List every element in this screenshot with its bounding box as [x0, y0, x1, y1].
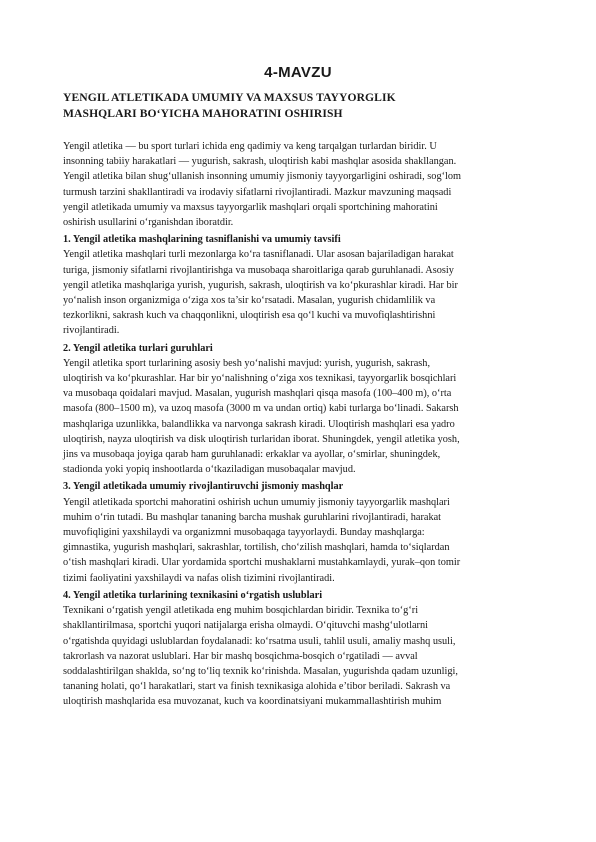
text-line: soddalashtirilgan shaklda, so‘ng to‘liq texnik ko‘rinishda. Masalan, yugurishda qadam uzunligi,: [63, 665, 458, 677]
text-line: gimnastika, yugurish mashqlari, sakrashlar, tortilish, cho‘zilish mashqlari, hamda to‘siqlardan: [63, 542, 450, 554]
text-line: turmush tarzini shakllantiradi va irodaviy sifatlarni rivojlantiradi. Mazkur mavzuning maqsadi: [63, 186, 452, 198]
text-line: jins va musobaqa joyiga qarab ham guruhlanadi: erkaklar va ayollar, o‘smirlar, shuningdek,: [63, 449, 441, 461]
section-2: [63, 341, 533, 478]
text-line: oshirish usullarini o‘rganishdan iboratdir.: [63, 217, 234, 229]
text-line: mashqlariga uzunlikka, balandlikka va narvonga sakrash kiradi. Uloqtirish mashqlari esa yadro: [63, 418, 455, 430]
text-line: va musobaqa qoidalari mavjud. Masalan, yugurish mashqlari qisqa masofa (100–400 m), o‘rta: [63, 388, 452, 400]
text-line: Yengil atletika bilan shug‘ullanish insonning umumiy jismoniy tayyorgarligini oshiradi, sog‘lom: [63, 171, 462, 183]
text-line: muhim o‘rin tutadi. Bu mashqlar tananing barcha mushak guruhlarini rivojlantiradi, harakat: [63, 511, 442, 523]
text-line: yengil atletika mashqlariga yurish, yugurish, sakrash, uloqtirish va ko‘pkurashlar kiradi. Har bir: [63, 279, 458, 291]
text-line: Yengil atletika sport turlarining asosiy besh yo‘nalishi mavjud: yurish, yugurish, sakrash,: [63, 357, 431, 369]
text-line: Yengil atletika mashqlari turli mezonlarga ko‘ra tasniflanadi. Ular asosan bajariladigan harakat: [63, 249, 454, 261]
text-line: yo‘nalish inson organizmiga o‘ziga xos ta’sir ko‘rsatadi. Masalan, yugurish chidamlilik va: [63, 295, 436, 307]
section-heading: 1. Yengil atletika mashqlarining tasniflanishi va umumiy tavsifi: [63, 234, 341, 246]
text-line: stadionda yoki yopiq inshootlarda o‘tkaziladigan musobaqalar mavjud.: [63, 464, 356, 476]
title-line: MASHQLARI BO‘YICHA MAHORATINI OSHIRISH: [63, 107, 343, 120]
text-line: muvofiqligini yaxshilaydi va organizmni musobaqaga tayyorlaydi. Bunday mashqlarga:: [63, 527, 425, 539]
text-line: Yengil atletika — bu sport turlari ichida eng qadimiy va keng tarqalgan turlardan biridir. U: [63, 141, 437, 152]
text-line: o‘tish mashqlari kiradi. Ular yordamida sportchi mushaklarni mustahkamlaydi, yurak–qon tomir: [63, 557, 461, 569]
text-line: turiga, jismoniy sifatlarni rivojlantirishga va musobaqa sharoitlariga qarab guruhlanadi. Asosiy: [63, 264, 454, 276]
text-line: uloqtirish, nayza uloqtirish va disk uloqtirish turlaridan iborat. Shuningdek, yengil atletika yosh,: [63, 433, 460, 445]
document-page: [63, 64, 533, 710]
section-heading: 4. Yengil atletika turlarining texnikasini o‘rgatish uslublari: [63, 589, 323, 601]
text-line: takrorlash va nazorat uslublari. Har bir mashq bosqichma-bosqich o‘rgatiladi — avval: [63, 650, 418, 662]
text-line: tizimi faoliyatini yaxshilaydi va nafas olish tizimini rivojlantiradi.: [63, 572, 335, 584]
text-line: tananing holati, qo‘l harakatlari, start va finish texnikasiga alohida e’tibor beriladi. Sakrash va: [63, 681, 451, 693]
text-line: yengil atletikada umumiy va maxsus tayyorgarlik mashqlari orqali sportchining mahoratini: [63, 201, 438, 213]
document-title: [63, 90, 533, 122]
text-line: uloqtirish mashqlarida esa muvozanat, kuch va koordinatsiyani mukammallashtirish muhim: [63, 696, 442, 708]
topic-heading: 4-MAVZU: [264, 64, 332, 81]
text-line: insonning tabiiy harakatlari — yugurish, sakrash, uloqtirish kabi mashqlar asosida shakllangan.: [63, 156, 457, 168]
text-line: rivojlantiradi.: [63, 325, 120, 337]
text-line: o‘rgatishda quyidagi uslublardan foydalanadi: ko‘rsatma usuli, tahlil usuli, amaliy mashq usuli,: [63, 635, 456, 647]
intro-paragraph: [63, 139, 533, 230]
text-line: shakllantirilmasa, sportchi yuqori natijalarga erisha olmaydi. O‘qituvchi mashg‘ulotlarni: [63, 620, 428, 632]
title-line: YENGIL ATLETIKADA UMUMIY VA MAXSUS TAYYORGLIK: [63, 91, 396, 104]
text-line: Yengil atletikada sportchi mahoratini oshirish uchun umumiy jismoniy tayyorgarlik mashqlari: [63, 496, 450, 508]
text-line: uloqtirish va ko‘pkurashlar. Har bir yo‘nalishning o‘ziga xos texnikasi, tayyorgarlik bosqichlari: [63, 373, 457, 385]
section-1: [63, 232, 533, 338]
section-3: [63, 479, 533, 585]
text-line: masofa (800–1500 m), va uzoq masofa (3000 m va undan ortiq) kabi turlarga bo‘linadi. Sakarsh: [63, 403, 459, 415]
text-line: Texnikani o‘rgatish yengil atletikada eng muhim bosqichlardan biridir. Texnika to‘g‘ri: [63, 605, 419, 617]
section-heading: 2. Yengil atletika turlari guruhlari: [63, 342, 213, 354]
section-heading: 3. Yengil atletikada umumiy rivojlantiruvchi jismoniy mashqlar: [63, 481, 344, 493]
section-4: [63, 588, 533, 710]
text-line: tezkorlikni, sakrash kuch va chaqqonlikni, uloqtirish esa qo‘l kuchi va muvofiqlashtirishni: [63, 310, 436, 322]
